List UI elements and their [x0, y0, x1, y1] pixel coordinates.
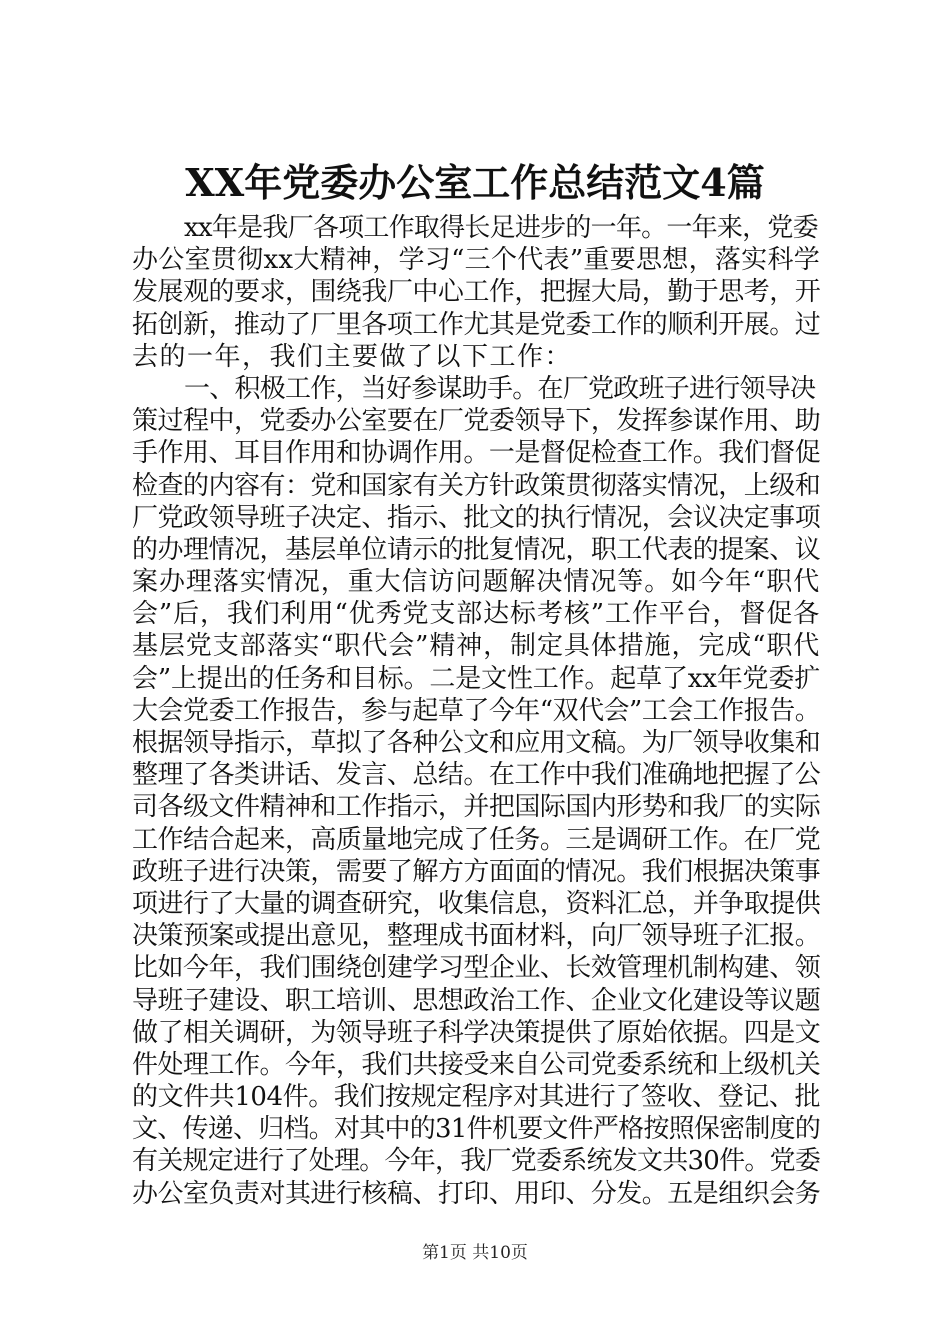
paragraph-line: 办公室贯彻xx大精神，学习“三个代表”重要思想，落实科学 [132, 245, 820, 276]
paragraph-line: 决策预案或提出意见，整理成书面材料，向厂领导班子汇报。 [132, 921, 820, 952]
paragraph-line: 拓创新，推动了厂里各项工作尤其是党委工作的顺利开展。过 [132, 309, 820, 340]
paragraph-line: 文、传递、归档。对其中的31件机要文件严格按照保密制度的 [132, 1114, 821, 1145]
paragraph-line: 策过程中，党委办公室要在厂党委领导下，发挥参谋作用、助 [132, 406, 820, 437]
paragraph-line: xx年是我厂各项工作取得长足进步的一年。一年来，党委 [184, 213, 818, 243]
paragraph-line: 厂党政领导班子决定、指示、批文的执行情况，会议决定事项 [132, 502, 820, 533]
paragraph-line: 件处理工作。今年，我们共接受来自公司党委系统和上级机关 [132, 1049, 820, 1080]
paragraph-line: 一、积极工作，当好参谋助手。在厂党政班子进行领导决 [184, 373, 816, 404]
paragraph-line: 项进行了大量的调查研究，收集信息，资料汇总，并争取提供 [132, 888, 820, 919]
paragraph-line: 的办理情况，基层单位请示的批复情况，职工代表的提案、议 [132, 534, 820, 565]
paragraph-line: 工作结合起来，高质量地完成了任务。三是调研工作。在厂党 [132, 824, 820, 855]
paragraph-line: 导班子建设、职工培训、思想政治工作、企业文化建设等议题 [132, 985, 820, 1016]
page-indicator: 第1页 共10页 [422, 1243, 528, 1263]
paragraph-line: 去的一年，我们主要做了以下工作： [132, 341, 573, 372]
paragraph-line: 办公室负责对其进行核稿、打印、用印、分发。五是组织会务 [132, 1178, 820, 1209]
paragraph-line: 会”后，我们利用“优秀党支部达标考核”工作平台，督促各 [132, 599, 820, 630]
document-title: XX年党委办公室工作总结范文4篇 [185, 160, 765, 205]
paragraph-line: 根据领导指示，草拟了各种公文和应用文稿。为厂领导收集和 [132, 728, 820, 758]
paragraph-line: 大会党委工作报告，参与起草了今年“双代会”工会工作报告。 [132, 695, 820, 726]
paragraph-line: 整理了各类讲话、发言、总结。在工作中我们准确地把握了公 [132, 760, 820, 791]
paragraph-line: 手作用、耳目作用和协调作用。一是督促检查工作。我们督促 [132, 438, 820, 469]
paragraph-line: 的文件共104件。我们按规定程序对其进行了签收、登记、批 [132, 1082, 820, 1113]
paragraph-line: 有关规定进行了处理。今年，我厂党委系统发文共30件。党委 [132, 1146, 821, 1177]
paragraph-line: 会”上提出的任务和目标。二是文性工作。起草了xx年党委扩 [132, 663, 820, 694]
paragraph-line: 基层党支部落实“职代会”精神，制定具体措施，完成“职代 [132, 631, 820, 662]
paragraph-line: 检查的内容有：党和国家有关方针政策贯彻落实情况，上级和 [132, 470, 820, 501]
paragraph-line: 做了相关调研，为领导班子科学决策提供了原始依据。四是文 [132, 1017, 820, 1048]
paragraph-line: 发展观的要求，围绕我厂中心工作，把握大局，勤于思考，开 [132, 277, 820, 308]
paragraph-line: 比如今年，我们围绕创建学习型企业、长效管理机制构建、领 [132, 953, 820, 984]
document-body [132, 212, 820, 1210]
paragraph-line: 政班子进行决策，需要了解方方面面的情况。我们根据决策事 [132, 856, 820, 887]
paragraph-line: 案办理落实情况，重大信访问题解决情况等。如今年“职代 [132, 567, 820, 598]
paragraph-line: 司各级文件精神和工作指示，并把国际国内形势和我厂的实际 [132, 792, 820, 823]
